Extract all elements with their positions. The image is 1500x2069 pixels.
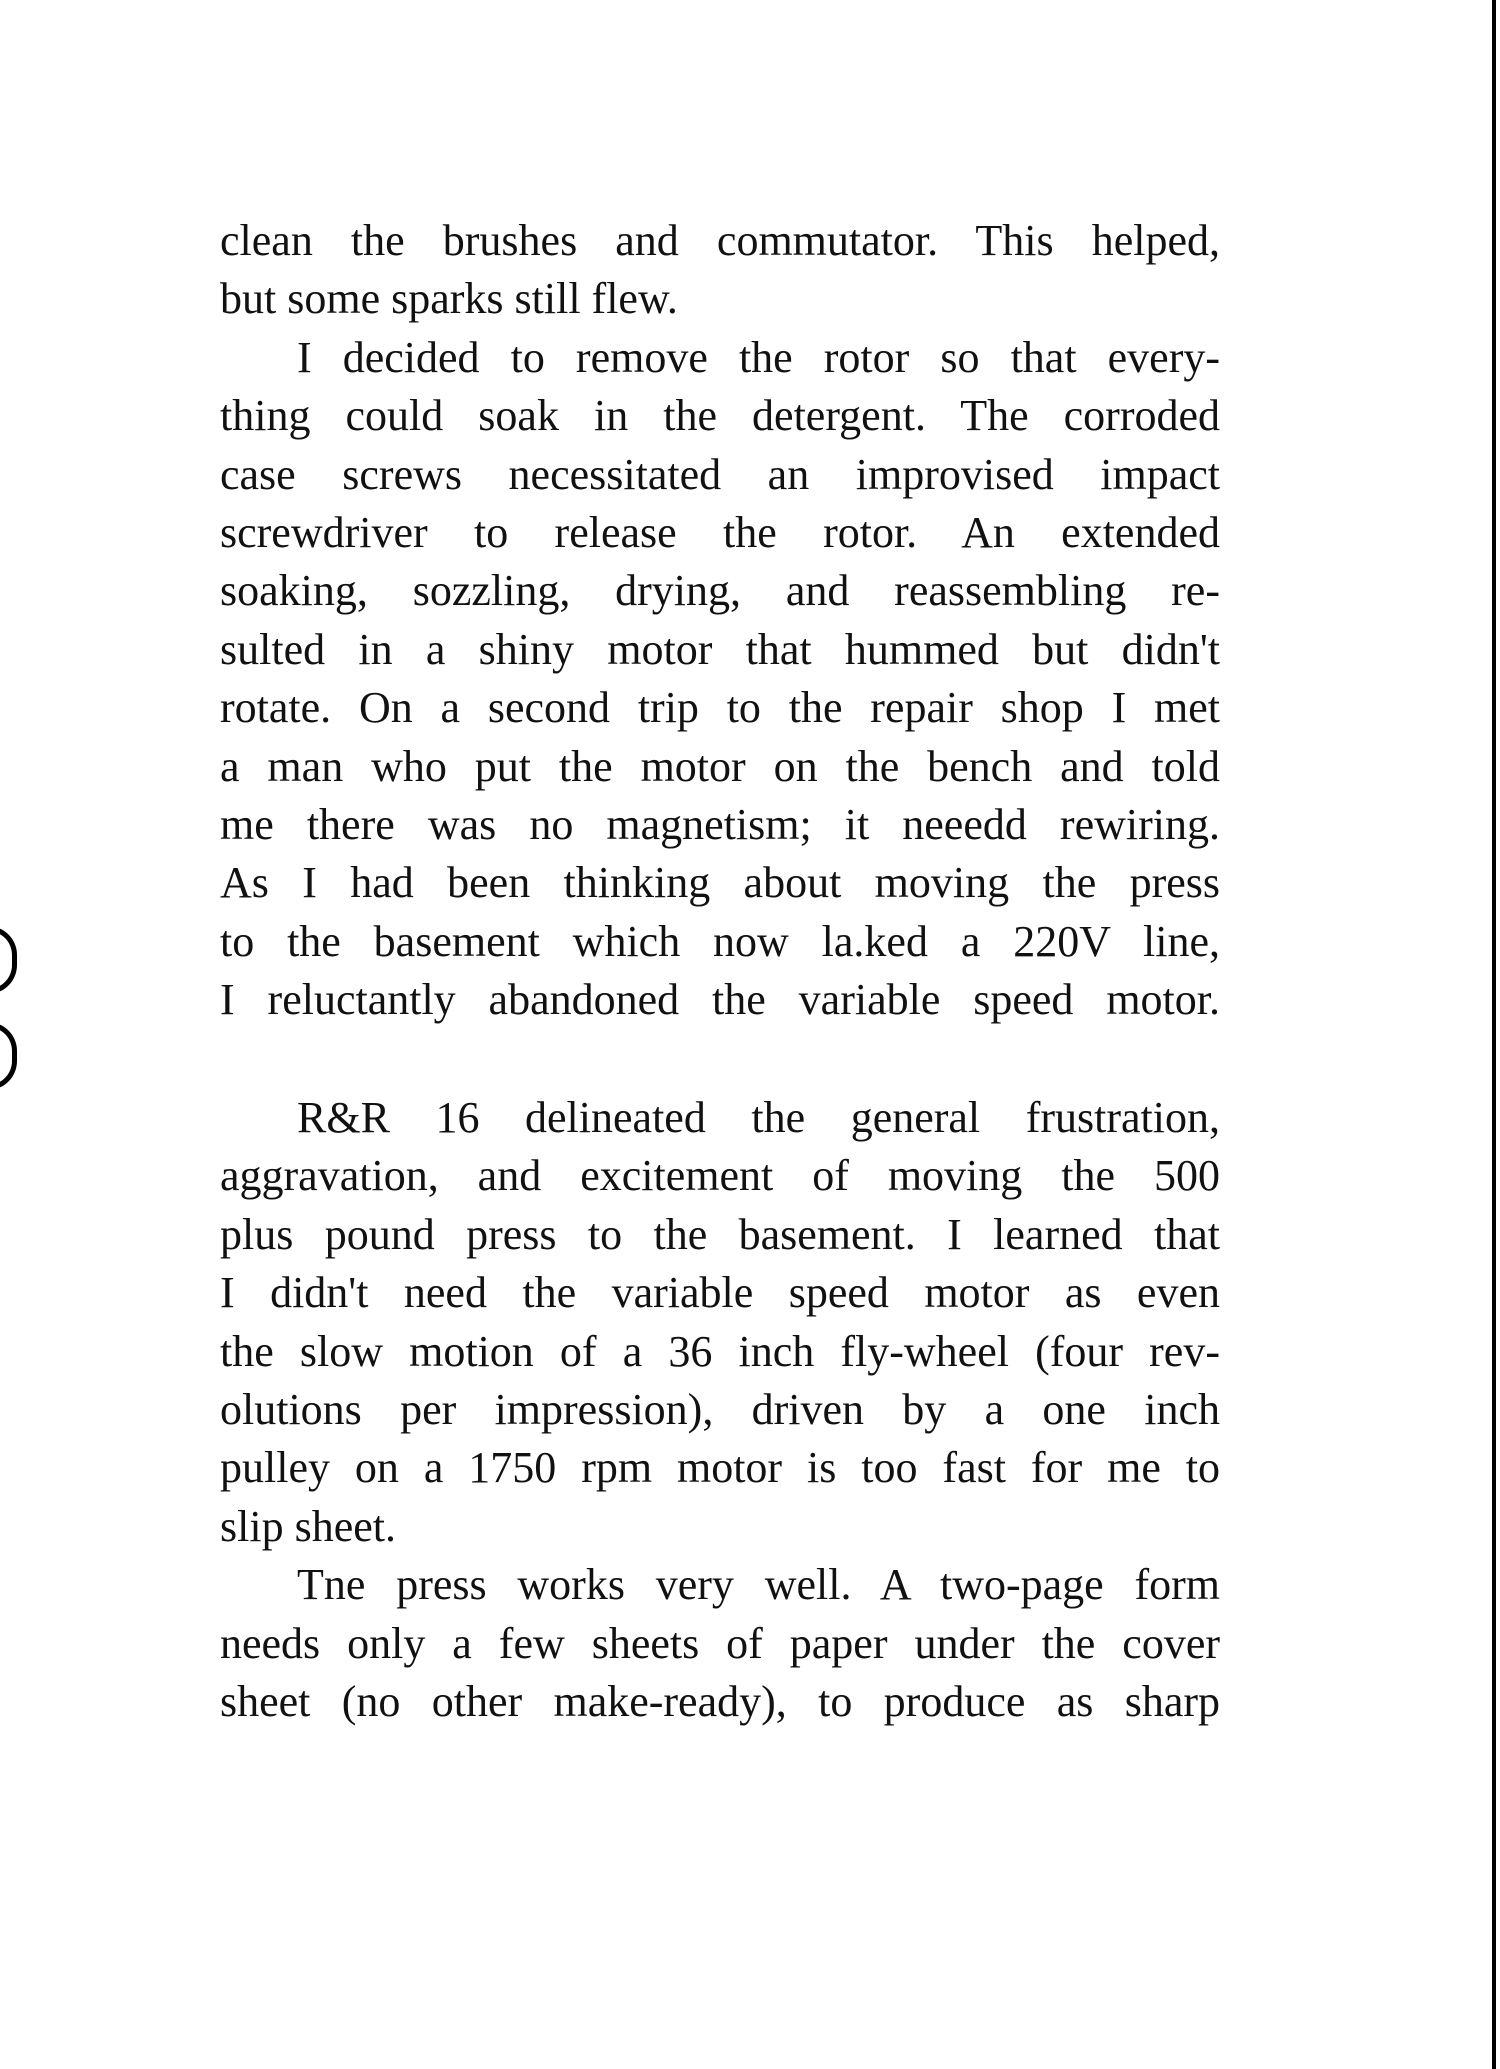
text-line: case screws necessitated an improvised impact (220, 449, 1220, 499)
text-line: slip sheet. (220, 1501, 396, 1551)
text-line: As I had been thinking about moving the press (220, 858, 1220, 908)
text-line: sulted in a shiny motor that hummed but didn't (220, 624, 1220, 674)
text-line: aggravation, and excitement of moving the 500 (220, 1151, 1220, 1201)
text-line: R&R 16 delineated the general frustration, (297, 1093, 1220, 1142)
text-line: to the basement which now la.ked a 220V line, (220, 916, 1220, 966)
text-line: sheet (no other make-ready), to produce as sharp (220, 1677, 1220, 1727)
paragraph-1 (220, 212, 1220, 329)
text-line: olutions per impression), driven by a one inch (220, 1385, 1220, 1435)
text-line: clean the brushes and commutator. This helped, (220, 216, 1220, 265)
paragraph-4 (220, 1556, 1220, 1731)
text-line: rotate. On a second trip to the repair shop I met (220, 683, 1220, 733)
text-line: the slow motion of a 36 inch fly-wheel (four rev- (220, 1326, 1220, 1376)
binding-mark-lower (0, 1022, 17, 1090)
text-line: I decided to remove the rotor so that every- (297, 332, 1220, 382)
paragraph-3 (220, 1089, 1220, 1556)
text-line: thing could soak in the detergent. The corroded (220, 391, 1220, 441)
page-edge-rule (1492, 0, 1496, 2069)
text-line: soaking, sozzling, drying, and reassembling re- (220, 566, 1220, 616)
text-line: plus pound press to the basement. I learned that (220, 1209, 1220, 1259)
text-line: me there was no magnetism; it neeedd rewiring. (220, 800, 1220, 850)
text-line: I didn't need the variable speed motor as even (220, 1268, 1220, 1318)
binding-mark-upper (0, 926, 17, 994)
paragraph-2 (220, 329, 1220, 1030)
text-line: a man who put the motor on the bench and told (220, 741, 1220, 791)
text-line: I reluctantly abandoned the variable speed motor. (220, 975, 1220, 1025)
text-line: but some sparks still flew. (220, 274, 678, 324)
text-block-upper (220, 212, 1220, 1030)
text-line: needs only a few sheets of paper under the cover (220, 1618, 1220, 1668)
text-line: pulley on a 1750 rpm motor is too fast for me to (220, 1443, 1220, 1493)
text-block-lower (220, 1089, 1220, 1731)
text-line: Tne press works very well. A two-page form (297, 1560, 1220, 1610)
text-line: screwdriver to release the rotor. An extended (220, 508, 1220, 558)
